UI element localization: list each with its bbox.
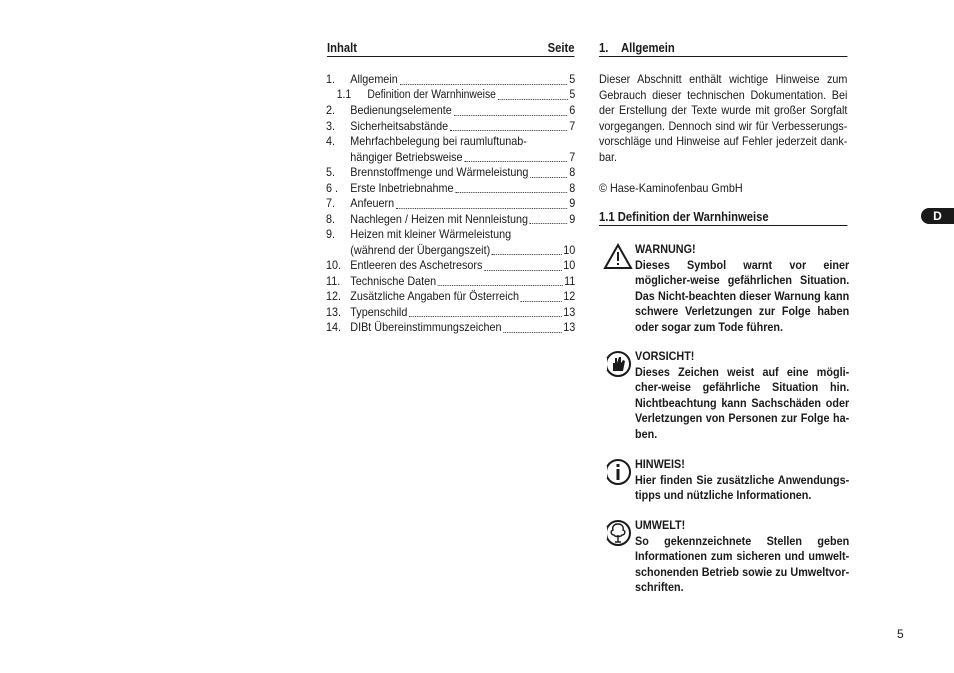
caution-text [635,349,849,442]
toc-title: Inhalt [327,41,358,55]
toc-item-number: 11. [326,273,341,288]
info-body: Hier finden Sie zusätzliche Anwendungs-tipps und nützliche Informationen. [635,472,850,502]
toc-item-label: Allgemein [350,72,398,86]
toc-item-page: 6 [569,103,576,117]
toc-item-page: 7 [569,118,576,133]
toc-leader-dots [409,315,561,317]
toc-item-number: 2. [326,103,336,117]
toc-item [326,227,575,243]
toc-item [326,243,575,259]
copyright-notice: © Hase-Kaminofenbau GmbH [599,181,743,195]
toc-item-number: 5. [326,165,336,179]
toc-item-number: 8. [326,211,336,226]
toc-item-label: hängiger Betriebsweise [350,149,463,164]
toc-item-number: 9. [326,227,336,241]
toc-leader-dots [492,253,561,255]
section-1-number: 1. [599,41,609,55]
caution-title: VORSICHT! [635,349,695,363]
toc-item [326,181,575,197]
toc-leader-dots [450,129,568,131]
toc-item-page: 12 [563,289,576,303]
environment-tree-icon [603,518,633,548]
toc-item [326,212,575,228]
toc-item [326,119,575,135]
toc-item-number: 1. [326,72,336,86]
toc-item [326,196,575,212]
toc-leader-dots [484,269,561,271]
section-1-title: Allgemein [620,41,675,55]
toc-item-label: Sicherheitsabstände [350,118,449,133]
toc-item-page: 5 [569,72,576,86]
toc-item-label: Mehrfachbelegung bei raumluftunab- [350,134,527,148]
table-of-contents [326,72,575,336]
toc-item-page: 8 [569,180,576,195]
toc-item-number: 1.1 [336,88,352,101]
environment-title: UMWELT! [635,518,686,532]
toc-item [326,274,575,290]
toc-item [326,103,575,119]
toc-leader-dots [455,191,567,193]
environment-text [635,518,849,596]
environment-body: So gekennzeichnete Stellen geben Informationen zum sicheren und umwelt-schonenden Betrieb sowie zu Umweltvor-schriften. [635,533,850,594]
toc-item-label: Brennstoffmenge und Wärmeleistung [350,165,529,179]
toc-item-page: 10 [563,242,576,257]
toc-item [326,258,575,274]
info-text [635,457,849,504]
toc-item-label: Entleeren des Aschetresors [350,258,483,272]
toc-item-label: Definition der Warnhinweise [367,88,496,101]
toc-item-number: 14. [326,320,342,334]
section-1-1-heading [599,210,847,226]
toc-item-page: 13 [563,320,576,334]
toc-item [326,88,575,104]
toc-item-number: 7. [326,196,336,210]
toc-item-number: 12. [326,289,342,303]
toc-item-page: 11 [564,273,576,288]
info-title: HINWEIS! [635,457,685,471]
toc-item-page: 9 [569,196,576,210]
page-number: 5 [897,627,904,641]
caution-hand-icon [603,349,633,379]
toc-leader-dots [464,160,567,162]
toc-item [326,289,575,305]
section-1-heading [599,41,847,57]
warning-body: Dieses Symbol warnt vor einer möglicher-weise gefährlichen Situation. Das Nicht-beachten dieser Warnung kann schwere Verletzungen zur Folge haben oder sogar zum Tode führen. [635,257,850,334]
toc-item [326,150,575,166]
section-1-intro: Dieser Abschnitt enthält wichtige Hinweise zum Gebrauch dieser technischen Dokumentation. Bei der Erstellung der Texte wurde mit großer Sorgfalt vorgegangen. Dennoch sind wir für Verbesserungs-vorschläge und Hinweise auf Fehler jederzeit dank-bar. [599,72,848,164]
toc-item-label: Anfeuern [350,196,395,210]
toc-item [326,305,575,321]
toc-item-label: Heizen mit kleiner Wärmeleistung [350,227,512,241]
toc-leader-dots [503,331,561,333]
toc-item-label: Nachlegen / Heizen mit Nennleistung [350,211,529,226]
toc-leader-dots [530,222,568,224]
toc-item-label: DIBt Übereinstimmungszeichen [350,320,502,334]
toc-leader-dots [530,176,567,178]
toc-leader-dots [454,114,568,116]
toc-leader-dots [396,207,568,209]
warning-triangle-icon [603,242,633,272]
toc-item-number: 3. [326,118,336,133]
warning-title: WARNUNG! [635,242,696,256]
toc-item-label: Zusätzliche Angaben für Österreich [350,289,519,303]
section-1-1-title: 1.1 Definition der Warnhinweise [599,210,769,224]
toc-item-number: 10. [326,258,342,272]
warning-text [635,242,849,335]
toc-item-label: (während der Übergangszeit) [350,242,491,257]
toc-item [326,165,575,181]
toc-item-page: 9 [569,211,576,226]
toc-item-page: 5 [569,88,576,101]
caution-body: Dieses Zeichen weist auf eine mögli-cher-weise gefährliche Situation hin. Nichtbeachtung kann Sachschäden oder Verletzungen von Personen zur Folge ha-ben. [635,364,850,441]
info-icon [603,457,633,487]
toc-item-page: 13 [563,304,576,319]
toc-leader-dots [521,300,562,302]
toc-item [326,72,575,88]
toc-item-page: 7 [569,149,576,164]
toc-leader-dots [400,83,568,85]
toc-item-label: Technische Daten [350,273,437,288]
language-badge: D [921,208,954,224]
toc-item-label: Erste Inbetriebnahme [350,180,454,195]
toc-item-page: 8 [569,165,576,179]
toc-item [326,320,575,336]
toc-item-label: Typenschild [350,304,408,319]
toc-item-number: 4. [326,134,336,148]
toc-leader-dots [438,284,562,286]
toc-page-label: Seite [547,41,575,55]
toc-item-number: 6 . [326,180,339,195]
toc-item-page: 10 [563,258,576,272]
toc-header [327,41,575,57]
toc-leader-dots [498,98,568,100]
toc-item-number: 13. [326,304,342,319]
toc-item [326,134,575,150]
toc-item-label: Bedienungselemente [350,103,452,117]
